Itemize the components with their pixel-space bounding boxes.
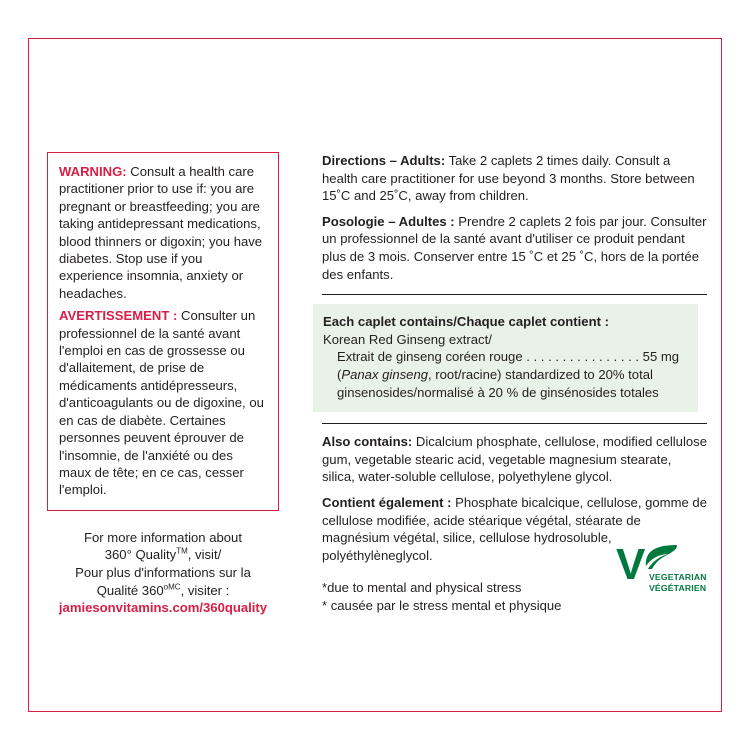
warning-box (47, 152, 279, 511)
warning-english-body: Consult a health care practitioner prior to use if: you are pregnant or breastfeeding; you are taking antidepressant medications, blood thinners or digoxin; you have diabetes. Stop use if you experience insomnia, anxiety or headaches. (59, 164, 263, 301)
more-info-line-4 (47, 582, 279, 600)
each-caplet-panel (313, 304, 698, 412)
directions-english-heading: Directions – Adults: (322, 153, 446, 168)
quality-website-link[interactable]: jamiesonvitamins.com/360quality (58, 600, 268, 616)
warning-english (59, 163, 267, 302)
trademark-symbol-fr: oMC (163, 582, 181, 592)
also-contains-french-body: Phosphate bicalcique, cellulose, gomme de cellulose modifiée, acide stéarique végétal, stéarate de magnésium végétal, silice, cellulose hydrosoluble, polyéthylèneglycol. (322, 494, 707, 563)
ingredient-detail-post: , root/racine) standardized to 20% total ginsenosides/normalisé à 20 % de ginsénosides totales (337, 366, 659, 400)
more-info-line-4-post: , visiter : (180, 582, 230, 598)
footnote-french: * causée par le stress mental et physique (322, 597, 562, 613)
warning-french-heading: AVERTISSEMENT : (59, 308, 178, 324)
leaf-icon (644, 544, 678, 575)
ingredient-latin-name: Panax ginseng (341, 366, 429, 382)
vegetarian-badge (612, 540, 708, 595)
more-info-line-2-post: , visit/ (187, 547, 222, 563)
directions-french-heading: Posologie – Adultes : (322, 213, 455, 229)
also-contains-french-heading: Contient également : (322, 494, 452, 510)
trademark-symbol: TM (176, 546, 188, 556)
directions-french (322, 213, 707, 283)
vegetarian-label-fr: VÉGÉTARIEN (649, 582, 707, 593)
also-contains-english-body: Dicalcium phosphate, cellulose, modified cellulose gum, vegetable stearic acid, vegetable magnesium stearate, silica, water-soluble cellulose, polyethylene glycol. (322, 434, 707, 485)
divider-top (322, 294, 707, 295)
more-info-line-2-pre: 360° Quality (104, 547, 177, 563)
warning-english-heading: WARNING: (59, 164, 127, 179)
ingredient-line-fr (323, 348, 688, 366)
also-contains-english-heading: Also contains: (322, 434, 413, 450)
vegetarian-v-letter: V (616, 540, 646, 589)
ingredient-detail-pre: ( (337, 366, 342, 382)
left-column (47, 152, 279, 617)
more-info-line-4-pre: Qualité 360 (96, 582, 164, 598)
more-info-line-3: Pour plus d'informations sur la (75, 564, 251, 580)
directions-block (322, 152, 707, 283)
warning-french-body: Consulter un professionnel de la santé avant l'emploi en cas de grossesse ou d'allaitement, de prise de médicaments antidépresseurs, d'anticoagulants ou de digoxine, ou en cas de diabète. Certaines personnes peuvent éprouver de l'insomnie, de l'anxiété ou des maux de tête; en ce cas, cesser l'emploi. (59, 308, 264, 498)
warning-french (59, 307, 267, 498)
more-information-block (47, 529, 279, 617)
also-contains-english (322, 433, 707, 486)
vegetarian-label-en: VEGETARIAN (649, 572, 707, 582)
ingredient-line-en: Korean Red Ginseng extract/ (323, 331, 492, 347)
directions-english (322, 152, 707, 205)
directions-english-body: Take 2 caplets 2 times daily. Consult a health care practitioner for use beyond 3 months. Store between 15˚C and 25˚C, away from children. (322, 153, 695, 204)
ingredient-detail (323, 366, 688, 401)
ingredient-name-fr: Extrait de ginseng coréen rouge . . . . . . . . . . . . . . . . (337, 349, 640, 365)
ingredient-amount: 55 mg (642, 349, 680, 365)
directions-french-body: Prendre 2 caplets 2 fois par jour. Consulter un professionnel de la santé avant d'utiliser ce produit pendant plus de 3 mois. Conserver entre 15 ˚C et 25 ˚C, hors de la portée des enfants. (322, 213, 707, 282)
footnote-english: *due to mental and physical stress (322, 580, 522, 596)
each-caplet-heading: Each caplet contains/Chaque caplet contient : (323, 314, 609, 330)
more-info-line-2 (47, 546, 279, 564)
vegetarian-badge-text (649, 572, 707, 593)
divider-bottom (322, 423, 707, 424)
more-info-line-1: For more information about (84, 529, 242, 545)
